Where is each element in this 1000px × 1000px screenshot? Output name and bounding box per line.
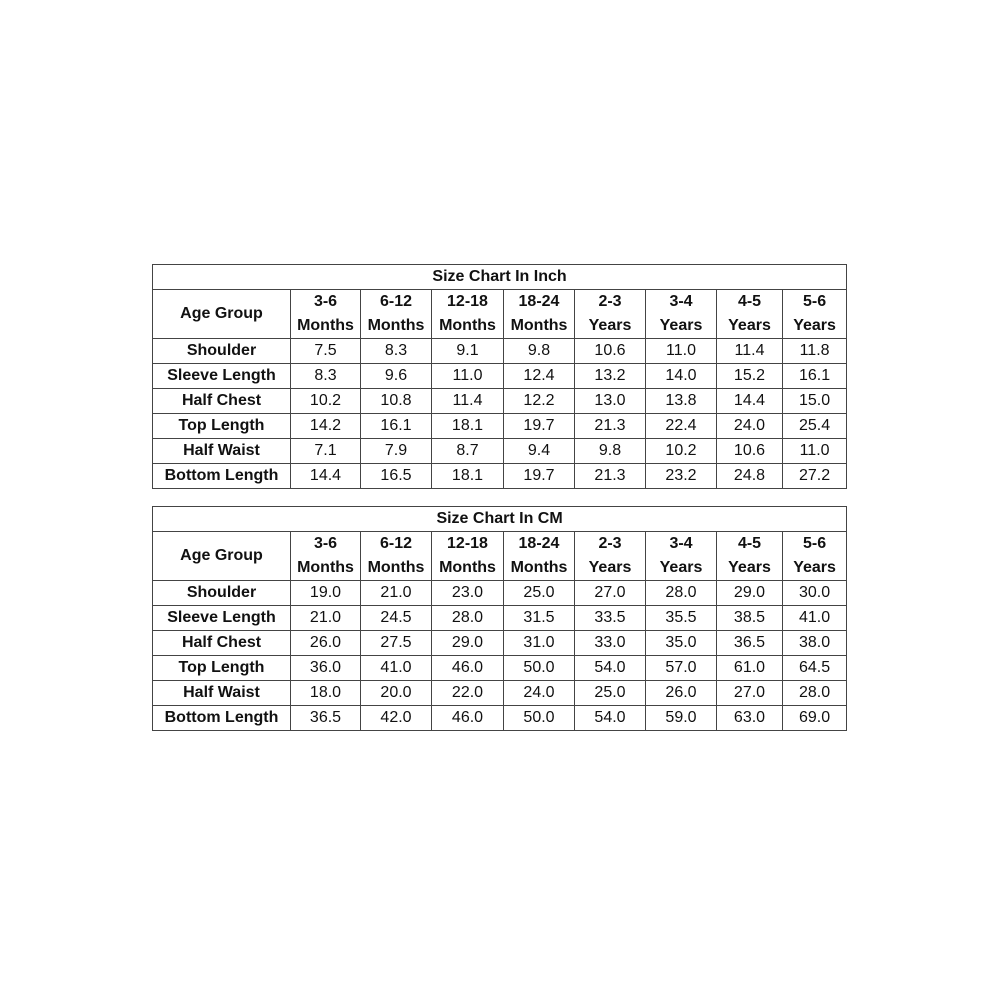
- column-header-range: 5-6: [802, 293, 827, 310]
- table-cell: 12.4: [504, 364, 575, 389]
- column-header: [361, 290, 432, 339]
- table-row: [153, 464, 847, 489]
- table-cell: 22.4: [646, 414, 717, 439]
- row-label: Half Waist: [153, 681, 291, 706]
- table-cell: 27.0: [575, 581, 646, 606]
- column-header-unit: Years: [793, 317, 836, 334]
- column-header-unit: Years: [659, 317, 703, 334]
- table-cell: 21.3: [575, 464, 646, 489]
- table-cell: 11.4: [717, 339, 783, 364]
- table-cell: 21.0: [361, 581, 432, 606]
- column-header: [646, 532, 717, 581]
- column-header: [575, 532, 646, 581]
- table-cell: 57.0: [646, 656, 717, 681]
- table-cell: 7.5: [291, 339, 361, 364]
- table-cell: 14.4: [717, 389, 783, 414]
- table-cell: 29.0: [717, 581, 783, 606]
- table-cell: 22.0: [432, 681, 504, 706]
- column-header: [717, 532, 783, 581]
- table-cell: 24.5: [361, 606, 432, 631]
- size-chart-cm-table: [152, 506, 847, 731]
- table-cell: 10.2: [646, 439, 717, 464]
- table-cell: 9.8: [504, 339, 575, 364]
- table-cell: 9.6: [361, 364, 432, 389]
- table-cell: 46.0: [432, 706, 504, 731]
- row-label: Half Chest: [153, 389, 291, 414]
- table-cell: 7.1: [291, 439, 361, 464]
- column-header: [504, 532, 575, 581]
- column-header-unit: Years: [728, 559, 771, 576]
- column-header-range: 6-12: [379, 535, 413, 552]
- row-label: Sleeve Length: [153, 364, 291, 389]
- row-label: Sleeve Length: [153, 606, 291, 631]
- table-cell: 14.0: [646, 364, 717, 389]
- column-header-range: 6-12: [379, 293, 413, 310]
- column-header-range: 2-3: [598, 535, 622, 552]
- table-cell: 14.4: [291, 464, 361, 489]
- table-cell: 26.0: [646, 681, 717, 706]
- table-cell: 11.8: [783, 339, 847, 364]
- table-cell: 28.0: [783, 681, 847, 706]
- column-header-unit: Years: [793, 559, 836, 576]
- table-cell: 11.0: [432, 364, 504, 389]
- table-cell: 11.4: [432, 389, 504, 414]
- table-cell: 63.0: [717, 706, 783, 731]
- table-cell: 25.0: [575, 681, 646, 706]
- row-label: Shoulder: [153, 581, 291, 606]
- table-cell: 18.1: [432, 414, 504, 439]
- table-cell: 30.0: [783, 581, 847, 606]
- table-cell: 16.1: [361, 414, 432, 439]
- table-cell: 29.0: [432, 631, 504, 656]
- column-header: [783, 290, 847, 339]
- table-cell: 59.0: [646, 706, 717, 731]
- table-cell: 25.0: [504, 581, 575, 606]
- table-cell: 9.1: [432, 339, 504, 364]
- table-cell: 41.0: [783, 606, 847, 631]
- column-header: [717, 290, 783, 339]
- column-header-unit: Years: [659, 559, 703, 576]
- table-cell: 8.3: [291, 364, 361, 389]
- table-cell: 31.5: [504, 606, 575, 631]
- column-header-range: 18-24: [518, 535, 560, 552]
- table-cell: 27.2: [783, 464, 847, 489]
- table-cell: 24.0: [504, 681, 575, 706]
- table-cell: 13.0: [575, 389, 646, 414]
- table-cell: 10.6: [575, 339, 646, 364]
- table-cell: 36.5: [291, 706, 361, 731]
- column-header-unit: Years: [588, 317, 632, 334]
- table-cell: 9.4: [504, 439, 575, 464]
- column-header: [646, 290, 717, 339]
- column-header-range: 18-24: [518, 293, 560, 310]
- table-row: [153, 706, 847, 731]
- table-cell: 9.8: [575, 439, 646, 464]
- table-cell: 21.3: [575, 414, 646, 439]
- table-row: [153, 581, 847, 606]
- table-cell: 38.5: [717, 606, 783, 631]
- row-label: Bottom Length: [153, 464, 291, 489]
- column-header-unit: Months: [367, 317, 425, 334]
- table-cell: 26.0: [291, 631, 361, 656]
- table-cell: 16.1: [783, 364, 847, 389]
- row-label: Bottom Length: [153, 706, 291, 731]
- table-cell: 33.0: [575, 631, 646, 656]
- column-header-range: 3-6: [313, 293, 338, 310]
- table-row: [153, 656, 847, 681]
- column-header-range: 3-4: [669, 535, 693, 552]
- column-header-unit: Months: [297, 559, 354, 576]
- table-cell: 8.3: [361, 339, 432, 364]
- table-cell: 24.0: [717, 414, 783, 439]
- table-cell: 14.2: [291, 414, 361, 439]
- row-label: Top Length: [153, 656, 291, 681]
- table-cell: 28.0: [646, 581, 717, 606]
- table-cell: 8.7: [432, 439, 504, 464]
- table-cell: 18.1: [432, 464, 504, 489]
- table-cell: 27.5: [361, 631, 432, 656]
- table-cell: 18.0: [291, 681, 361, 706]
- column-header: [432, 532, 504, 581]
- table-cell: 10.8: [361, 389, 432, 414]
- table-cell: 35.5: [646, 606, 717, 631]
- table-cell: 11.0: [783, 439, 847, 464]
- table-cell: 15.0: [783, 389, 847, 414]
- table-cell: 20.0: [361, 681, 432, 706]
- column-header-unit: Months: [439, 559, 496, 576]
- table-cell: 42.0: [361, 706, 432, 731]
- table-cell: 54.0: [575, 656, 646, 681]
- column-header-unit: Years: [728, 317, 771, 334]
- column-header-range: 4-5: [737, 293, 762, 310]
- table-cell: 69.0: [783, 706, 847, 731]
- table-cell: 25.4: [783, 414, 847, 439]
- column-header-range: 5-6: [802, 535, 827, 552]
- table-row: [153, 339, 847, 364]
- table-cell: 10.2: [291, 389, 361, 414]
- column-header-unit: Years: [588, 559, 632, 576]
- table-cell: 24.8: [717, 464, 783, 489]
- table-cell: 13.2: [575, 364, 646, 389]
- row-label: Shoulder: [153, 339, 291, 364]
- column-header: [575, 290, 646, 339]
- table-cell: 61.0: [717, 656, 783, 681]
- table-cell: 10.6: [717, 439, 783, 464]
- size-chart-inch-table: [152, 264, 847, 489]
- table-cell: 7.9: [361, 439, 432, 464]
- table-cell: 23.2: [646, 464, 717, 489]
- table-cell: 19.0: [291, 581, 361, 606]
- column-header-unit: Months: [510, 317, 568, 334]
- column-header-range: 2-3: [598, 293, 622, 310]
- column-header-range: 3-4: [669, 293, 693, 310]
- table-cell: 16.5: [361, 464, 432, 489]
- table-title: Size Chart In Inch: [153, 265, 847, 290]
- column-header: [504, 290, 575, 339]
- column-header-range: 4-5: [737, 535, 762, 552]
- column-header: [291, 290, 361, 339]
- row-label: Half Chest: [153, 631, 291, 656]
- table-row: [153, 631, 847, 656]
- table-cell: 23.0: [432, 581, 504, 606]
- table-row: [153, 414, 847, 439]
- column-header-range: 12-18: [447, 293, 488, 310]
- table-cell: 41.0: [361, 656, 432, 681]
- table-cell: 15.2: [717, 364, 783, 389]
- column-header: [783, 532, 847, 581]
- column-header-range: 12-18: [447, 535, 488, 552]
- table-cell: 12.2: [504, 389, 575, 414]
- table-cell: 11.0: [646, 339, 717, 364]
- table-cell: 36.5: [717, 631, 783, 656]
- table-cell: 13.8: [646, 389, 717, 414]
- age-group-header: Age Group: [153, 290, 291, 339]
- table-cell: 50.0: [504, 656, 575, 681]
- table-cell: 50.0: [504, 706, 575, 731]
- table-cell: 31.0: [504, 631, 575, 656]
- table-cell: 35.0: [646, 631, 717, 656]
- table-cell: 28.0: [432, 606, 504, 631]
- age-group-header: Age Group: [153, 532, 291, 581]
- row-label: Half Waist: [153, 439, 291, 464]
- row-label: Top Length: [153, 414, 291, 439]
- table-row: [153, 606, 847, 631]
- column-header: [291, 532, 361, 581]
- table-row: [153, 439, 847, 464]
- table-row: [153, 364, 847, 389]
- table-cell: 27.0: [717, 681, 783, 706]
- column-header-unit: Months: [439, 317, 496, 334]
- table-cell: 21.0: [291, 606, 361, 631]
- table-cell: 19.7: [504, 464, 575, 489]
- column-header-unit: Months: [297, 317, 354, 334]
- table-cell: 46.0: [432, 656, 504, 681]
- table-cell: 64.5: [783, 656, 847, 681]
- table-cell: 19.7: [504, 414, 575, 439]
- column-header-unit: Months: [510, 559, 568, 576]
- table-cell: 54.0: [575, 706, 646, 731]
- column-header-unit: Months: [367, 559, 425, 576]
- table-row: [153, 389, 847, 414]
- table-cell: 33.5: [575, 606, 646, 631]
- column-header-range: 3-6: [313, 535, 338, 552]
- column-header: [432, 290, 504, 339]
- table-cell: 38.0: [783, 631, 847, 656]
- table-cell: 36.0: [291, 656, 361, 681]
- table-title: Size Chart In CM: [153, 507, 847, 532]
- column-header: [361, 532, 432, 581]
- table-row: [153, 681, 847, 706]
